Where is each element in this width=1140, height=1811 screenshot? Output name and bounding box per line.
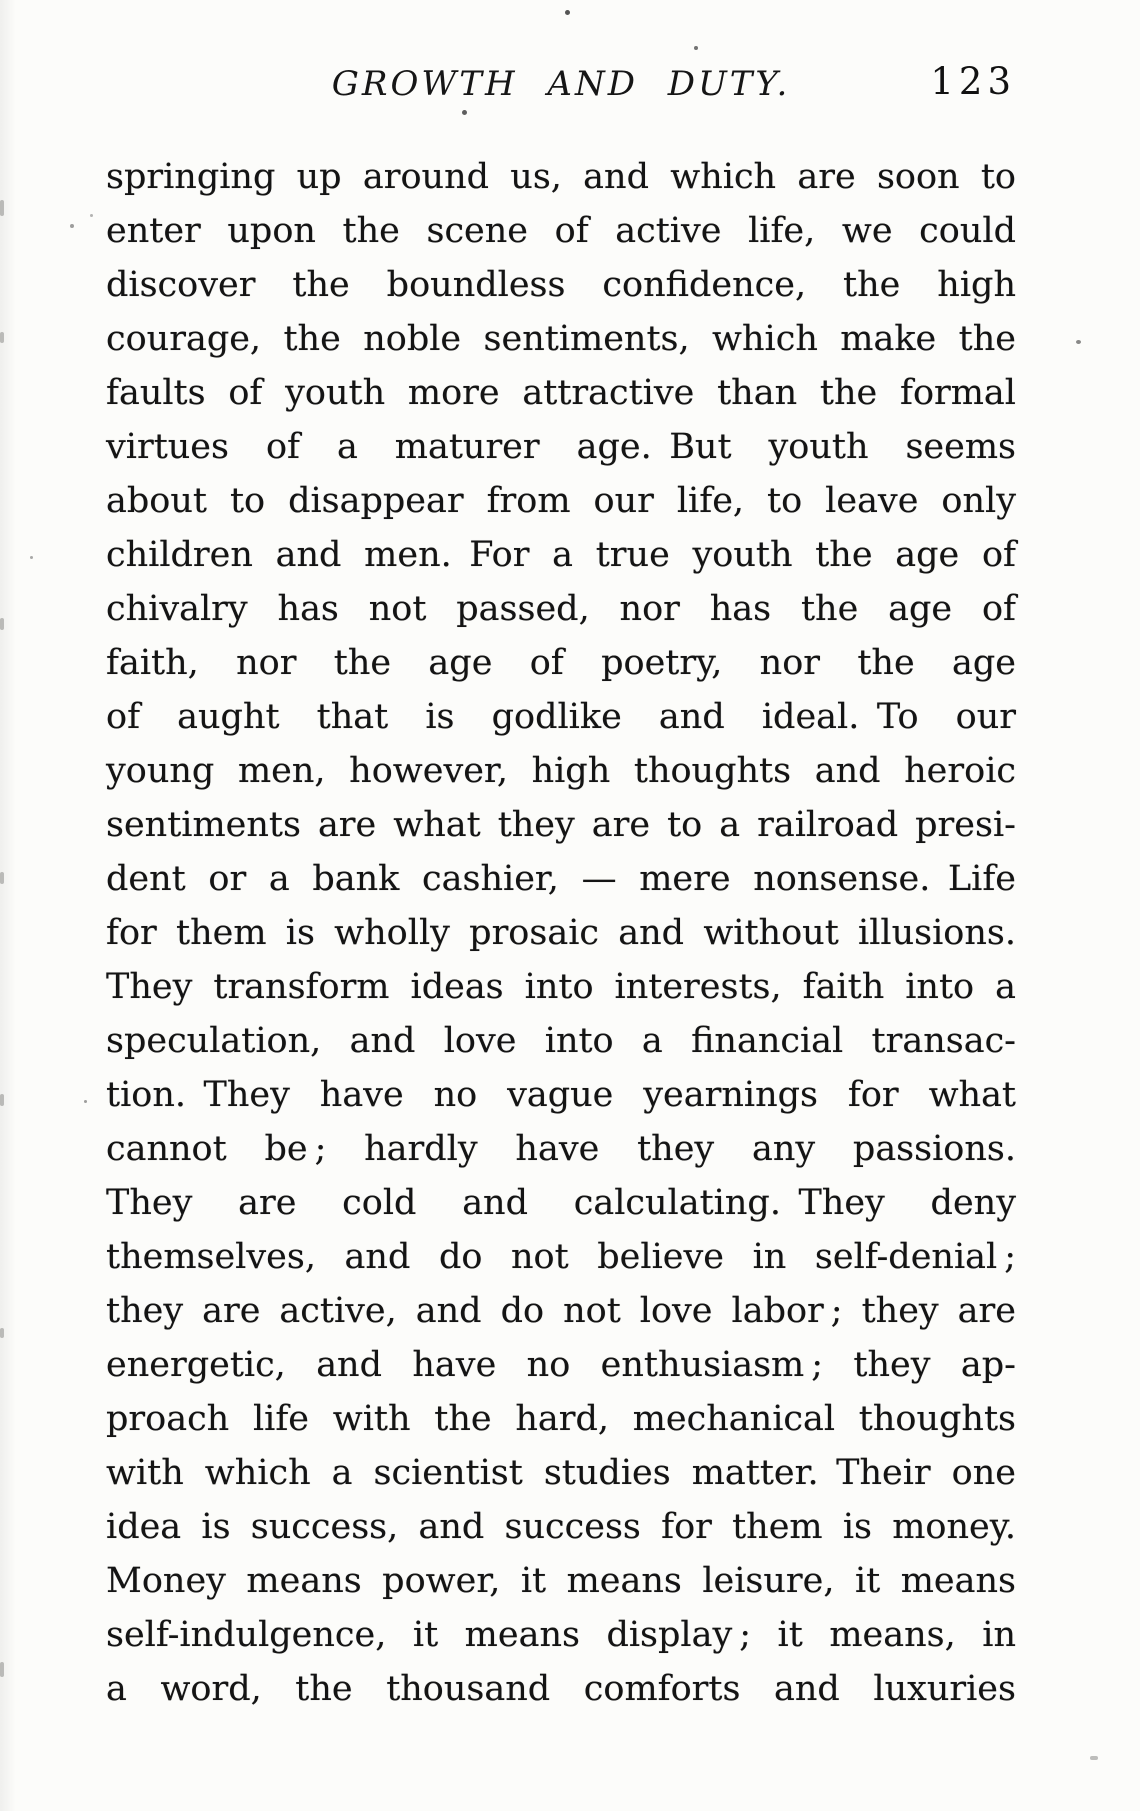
text-line: faults of youth more attractive than the formal: [106, 373, 1016, 413]
scan-speck: [565, 10, 570, 15]
scan-edge-mark: [0, 1094, 4, 1106]
page-number: 123: [930, 60, 1016, 103]
text-line: discover the boundless confidence, the high: [106, 265, 1016, 305]
text-line: self-indulgence, it means display ; it means, in: [106, 1615, 1016, 1655]
text-line: sentiments are what they are to a railroad presi-: [106, 805, 1016, 845]
text-line: children and men. For a true youth the age of: [106, 535, 1016, 575]
scan-edge-mark: [0, 872, 4, 884]
text-line: faith, nor the age of poetry, nor the age: [106, 643, 1016, 683]
scan-speck: [1076, 340, 1081, 344]
scan-speck: [70, 224, 74, 228]
text-line: enter upon the scene of active life, we could: [106, 211, 1016, 251]
text-line: springing up around us, and which are soon to: [106, 157, 1016, 197]
text-line: cannot be ; hardly have they any passions.: [106, 1129, 1016, 1169]
scan-edge-mark: [0, 1328, 4, 1338]
text-line: courage, the noble sentiments, which make the: [106, 319, 1016, 359]
scan-speck: [694, 46, 698, 50]
page-header: [106, 62, 1016, 108]
text-line: young men, however, high thoughts and heroic: [106, 751, 1016, 791]
text-line: speculation, and love into a financial transac-: [106, 1021, 1016, 1061]
text-line: virtues of a maturer age. But youth seems: [106, 427, 1016, 467]
text-line: about to disappear from our life, to leave only: [106, 481, 1016, 521]
scan-edge-mark: [0, 1662, 4, 1677]
text-line: idea is success, and success for them is money.: [106, 1507, 1016, 1547]
scan-edge-mark: [0, 332, 4, 343]
text-line: Money means power, it means leisure, it means: [106, 1561, 1016, 1601]
text-line: proach life with the hard, mechanical thoughts: [106, 1399, 1016, 1439]
scan-edge-mark: [0, 200, 4, 216]
scan-speck: [1090, 1756, 1098, 1760]
text-line: for them is wholly prosaic and without illusions.: [106, 913, 1016, 953]
scan-speck: [84, 1100, 87, 1103]
text-line: They are cold and calculating. They deny: [106, 1183, 1016, 1223]
scan-gutter-shadow: [0, 0, 16, 1811]
scan-speck: [30, 556, 33, 559]
scan-edge-mark: [0, 618, 4, 630]
text-line: tion. They have no vague yearnings for what: [106, 1075, 1016, 1115]
text-line: They transform ideas into interests, faith into a: [106, 967, 1016, 1007]
text-line: a word, the thousand comforts and luxuries: [106, 1669, 1016, 1709]
scan-speck: [90, 214, 93, 217]
running-title: GROWTH AND DUTY.: [331, 64, 791, 104]
text-line: chivalry has not passed, nor has the age of: [106, 589, 1016, 629]
body-text-block: [106, 150, 1016, 1716]
text-line: themselves, and do not believe in self-denial ;: [106, 1237, 1016, 1277]
scan-speck: [462, 110, 467, 115]
text-line: energetic, and have no enthusiasm ; they ap-: [106, 1345, 1016, 1385]
text-line: with which a scientist studies matter. Their one: [106, 1453, 1016, 1493]
text-line: dent or a bank cashier, — mere nonsense. Life: [106, 859, 1016, 899]
text-line: of aught that is godlike and ideal. To our: [106, 697, 1016, 737]
text-line: they are active, and do not love labor ; they are: [106, 1291, 1016, 1331]
